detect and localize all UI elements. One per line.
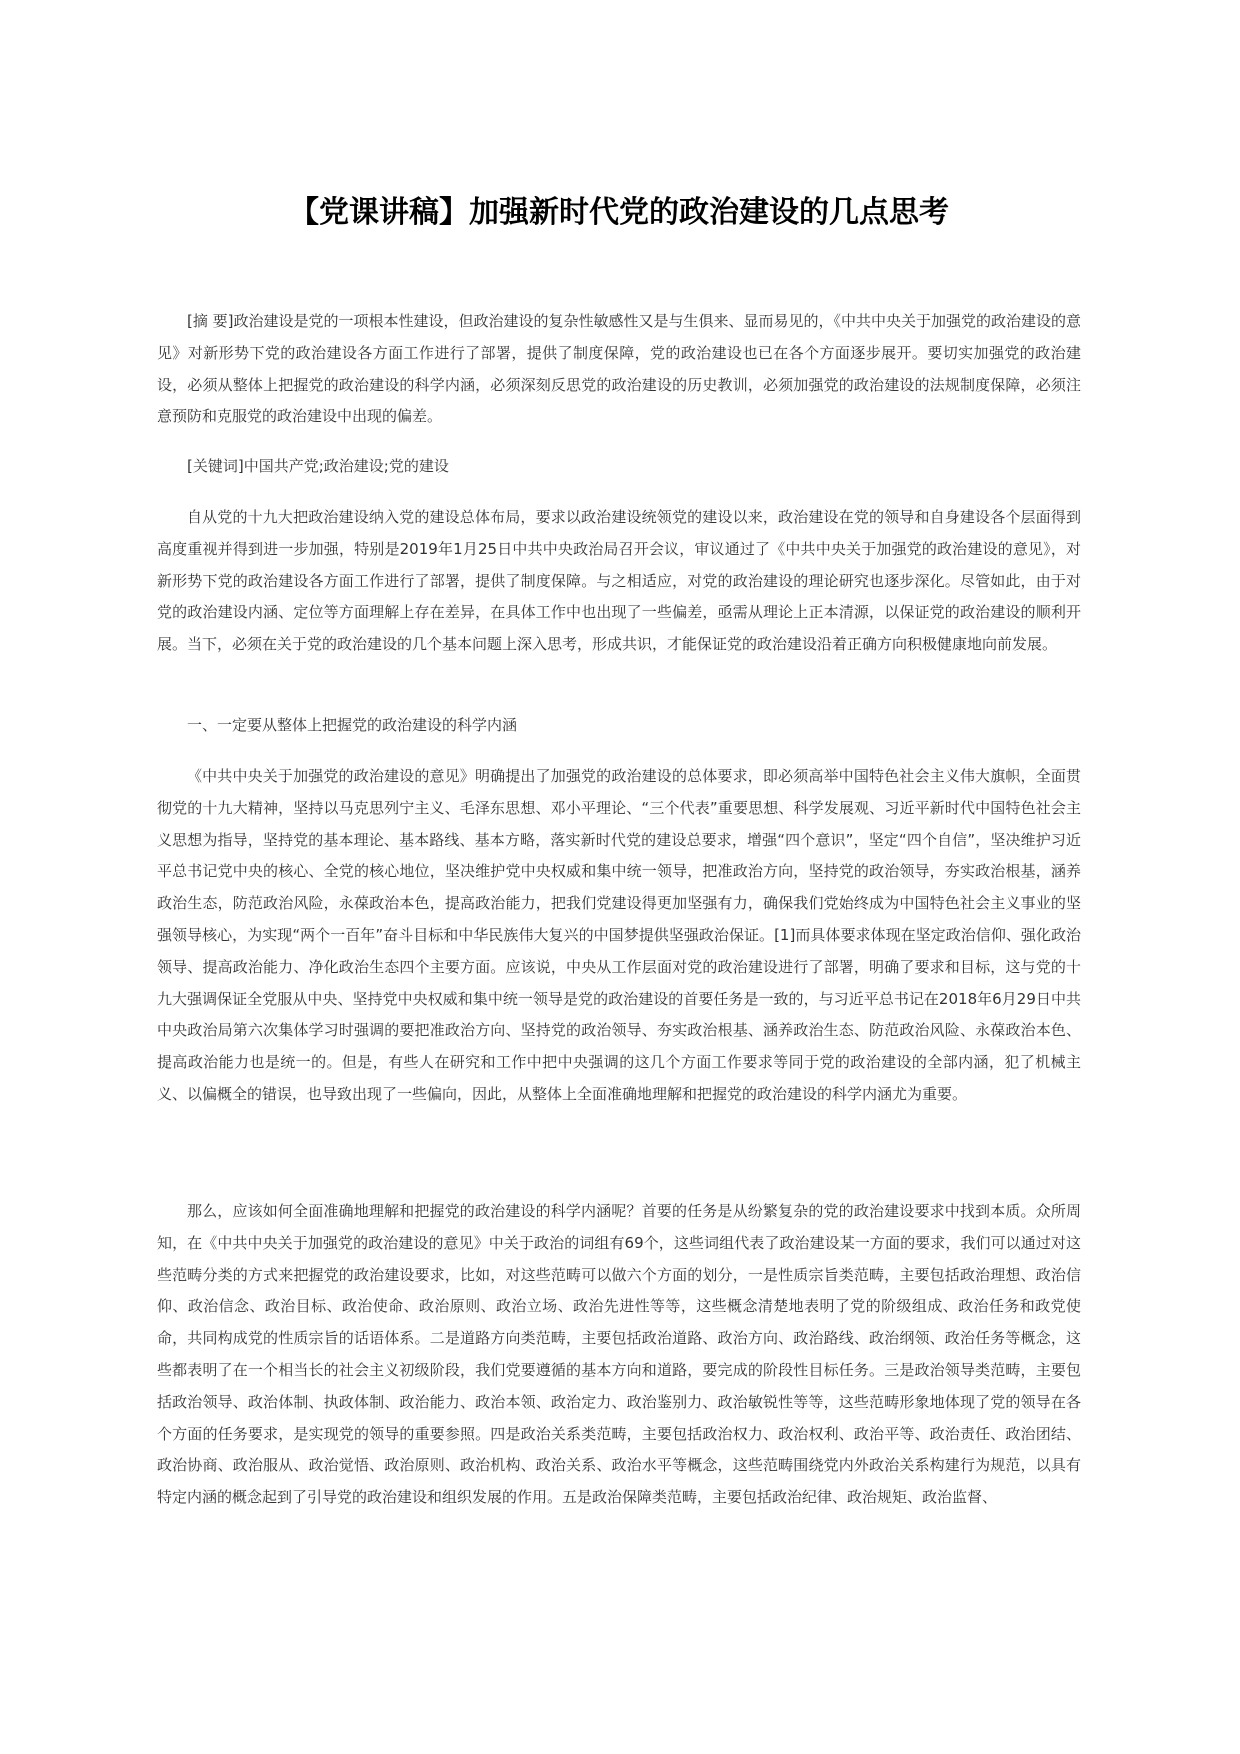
abstract-paragraph: [摘 要]政治建设是党的一项根本性建设，但政治建设的复杂性敏感性又是与生俱来、显而易见的，《中共中央关于加强党的政治建设的意见》对新形势下党的政治建设各方面工作进行了部署，提供了制度保障，党的政治建设也已在各个方面逐步展开。要切实加强党的政治建设，必须从整体上把握党的政治建设的科学内涵，必须深刻反思党的政治建设的历史教训，必须加强党的政治建设的法规制度保障，必须注意预防和克服党的政治建设中出现的偏差。: [157, 312, 1081, 426]
section-1-paragraph: 《中共中央关于加强党的政治建设的意见》明确提出了加强党的政治建设的总体要求，即必须高举中国特色社会主义伟大旗帜，全面贯彻党的十九大精神，坚持以马克思列宁主义、毛泽东思想、邓小平理论、“三个代表”重要思想、科学发展观、习近平新时代中国特色社会主义思想为指导，坚持党的基本理论、基本路线、基本方略，落实新时代党的建设总要求，增强“四个意识”，坚定“四个自信”，坚决维护习近平总书记党中央的核心、全党的核心地位，坚决维护党中央权威和集中统一领导，把准政治方向，坚持党的政治领导，夯实政治根基，涵养政治生态，防范政治风险，永葆政治本色，提高政治能力，把我们党建设得更加坚强有力，确保我们党始终成为中国特色社会主义事业的坚强领导核心，为实现“两个一百年”奋斗目标和中华民族伟大复兴的中国梦提供坚强政治保证。[1]而具体要求体现在坚定政治信仰、强化政治领导、提高政治能力、净化政治生态四个主要方面。应该说，中央从工作层面对党的政治建设进行了部署，明确了要求和目标，这与党的十九大强调保证全党服从中央、坚持党中央权威和集中统一领导是党的政治建设的首要任务是一致的，与习近平总书记在2018年6月29日中共中央政治局第六次集体学习时强调的要把准政治方向、坚持党的政治领导、夯实政治根基、涵养政治生态、防范政治风险、永葆政治本色、提高政治能力也是统一的。但是，有些人在研究和工作中把中央强调的这几个方面工作要求等同于党的政治建设的全部内涵，犯了机械主义、以偏概全的错误，也导致出现了一些偏向，因此，从整体上全面准确地理解和把握党的政治建设的科学内涵尤为重要。: [157, 767, 1081, 1103]
keywords-paragraph: [关键词]中国共产党;政治建设;党的建设: [187, 457, 449, 475]
section-heading-1: 一、一定要从整体上把握党的政治建设的科学内涵: [187, 716, 518, 734]
intro-paragraph: 自从党的十九大把政治建设纳入党的建设总体布局，要求以政治建设统领党的建设以来，政治建设在党的领导和自身建设各个层面得到高度重视并得到进一步加强，特别是2019年1月25日中共中央政治局召开会议，审议通过了《中共中央关于加强党的政治建设的意见》，对新形势下党的政治建设各方面工作进行了部署，提供了制度保障。与之相适应，对党的政治建设的理论研究也逐步深化。尽管如此，由于对党的政治建设内涵、定位等方面理解上存在差异，在具体工作中也出现了一些偏差，亟需从理论上正本清源，以保证党的政治建设的顺利开展。当下，必须在关于党的政治建设的几个基本问题上深入思考，形成共识，才能保证党的政治建设沿着正确方向积极健康地向前发展。: [157, 508, 1081, 654]
document-title: 【党课讲稿】加强新时代党的政治建设的几点思考: [289, 195, 949, 230]
section-2-paragraph: 那么，应该如何全面准确地理解和把握党的政治建设的科学内涵呢？首要的任务是从纷繁复杂的党的政治建设要求中找到本质。众所周知，在《中共中央关于加强党的政治建设的意见》中关于政治的词组有69个，这些词组代表了政治建设某一方面的要求，我们可以通过对这些范畴分类的方式来把握党的政治建设要求，比如，对这些范畴可以做六个方面的划分，一是性质宗旨类范畴，主要包括政治理想、政治信仰、政治信念、政治目标、政治使命、政治原则、政治立场、政治先进性等等，这些概念清楚地表明了党的阶级组成、政治任务和政党使命，共同构成党的性质宗旨的话语体系。二是道路方向类范畴，主要包括政治道路、政治方向、政治路线、政治纲领、政治任务等概念，这些都表明了在一个相当长的社会主义初级阶段，我们党要遵循的基本方向和道路，要完成的阶段性目标任务。三是政治领导类范畴，主要包括政治领导、政治体制、执政体制、政治能力、政治本领、政治定力、政治鉴别力、政治敏锐性等等，这些范畴形象地体现了党的领导在各个方面的任务要求，是实现党的领导的重要参照。四是政治关系类范畴，主要包括政治权力、政治权利、政治平等、政治责任、政治团结、政治协商、政治服从、政治觉悟、政治原则、政治机构、政治关系、政治水平等概念，这些范畴围绕党内外政治关系构建行为规范，以具有特定内涵的概念起到了引导党的政治建设和组织发展的作用。五是政治保障类范畴，主要包括政治纪律、政治规矩、政治监督、: [157, 1202, 1081, 1507]
